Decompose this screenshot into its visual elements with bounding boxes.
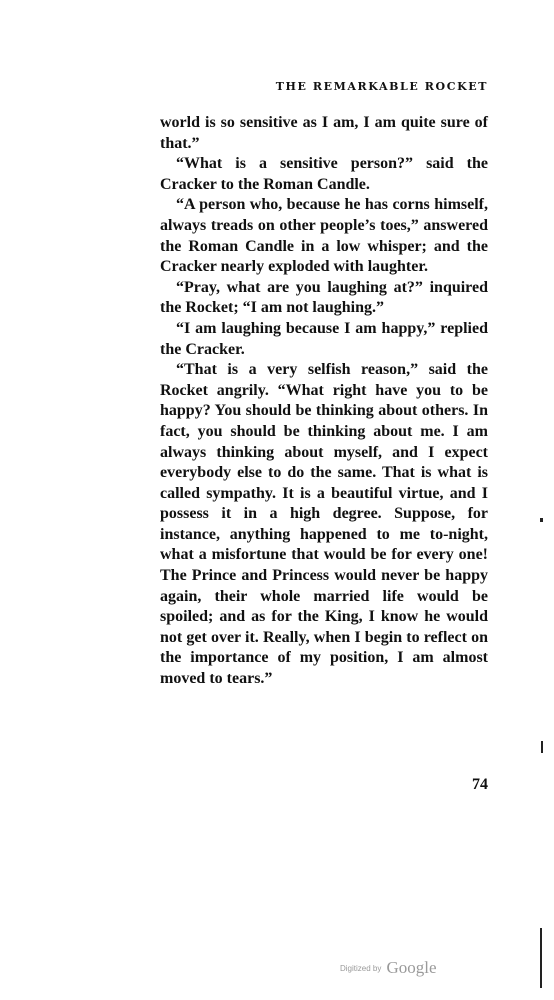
google-logo: Google (386, 958, 437, 977)
paragraph: “What is a sensitive person?” said the Cracker to the Roman Candle. (160, 155, 488, 193)
running-head: THE REMARKABLE ROCKET (275, 80, 488, 93)
scan-artifact (541, 741, 543, 753)
paragraph: “Pray, what are you laughing at?” inquired the Rocket; “I am not laughing.” (160, 278, 488, 317)
paragraph-continuation: world is so sensitive as I am, I am quite sure of that.” (160, 114, 488, 152)
digitized-watermark (340, 958, 437, 978)
scan-artifact (540, 518, 543, 522)
body-text (160, 113, 488, 690)
page-number: 74 (472, 776, 488, 793)
paragraph: “I am laughing because I am happy,” replied the Cracker. (160, 319, 488, 358)
scan-artifact (540, 928, 542, 988)
paragraph: “That is a very selfish reason,” said the Rocket angrily. “What right have you to be happy? You should be thinking about others. In fact, you should be thinking about me. I am always thinking about myself, and I expect everybody else to do the same. That is what is called sympathy. It is a beautiful virtue, and I possess it in a high degree. Suppose, for instance, anything happened to me to-night, what a misfortune that would be for every one! The Prince and Princess would never be happy again, their whole married life would be spoiled; and as for the King, I know he would not get over it. Really, when I begin to reflect on the importance of my position, I am almost moved to tears.” (160, 361, 488, 688)
watermark-prefix: Digitized by (340, 964, 382, 973)
paragraph: “A person who, because he has corns himself, always treads on other people’s toes,” answered the Roman Candle in a low whisper; and the Cracker nearly exploded with laughter. (160, 196, 488, 276)
